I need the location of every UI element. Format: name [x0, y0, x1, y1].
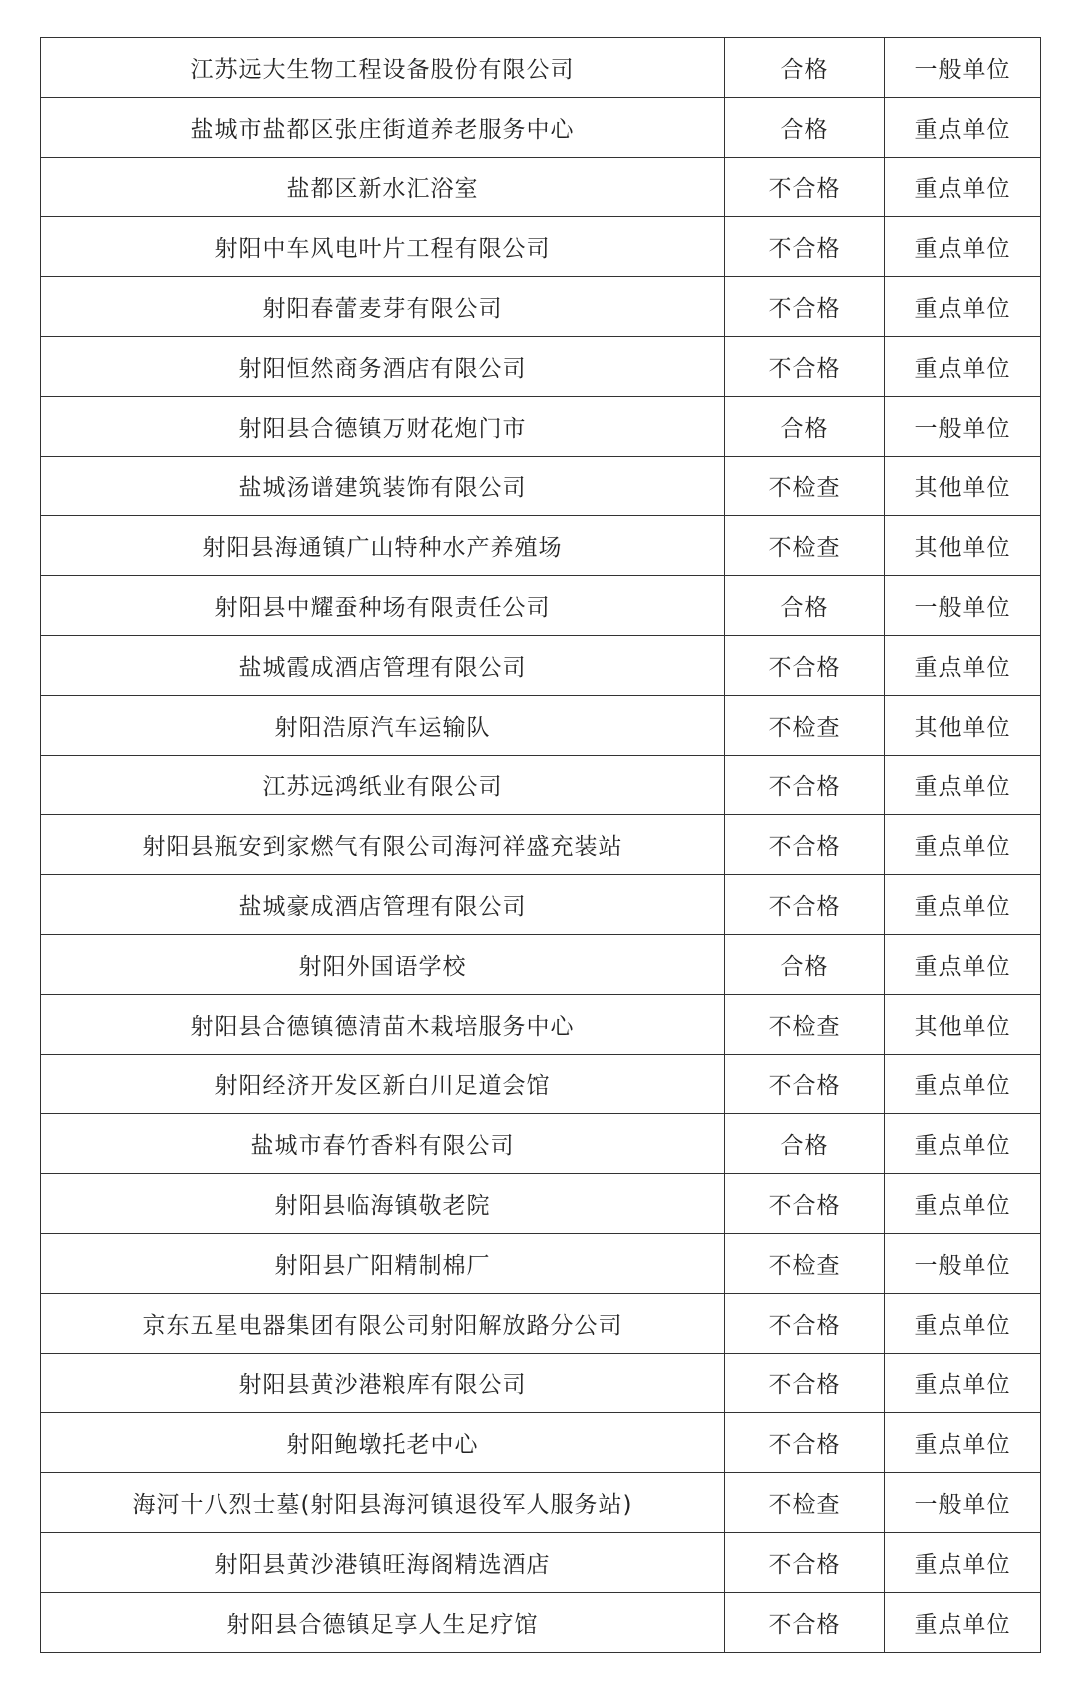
unit-name-cell: 射阳浩原汽车运输队 [41, 695, 725, 755]
unit-name-cell: 江苏远大生物工程设备股份有限公司 [41, 38, 725, 98]
unit-level-cell: 重点单位 [885, 217, 1041, 277]
unit-name-cell: 射阳县中耀蚕种场有限责任公司 [41, 576, 725, 636]
unit-name-cell: 射阳县合德镇万财花炮门市 [41, 396, 725, 456]
table-row [41, 38, 1041, 98]
table-row [41, 875, 1041, 935]
table-row [41, 1353, 1041, 1413]
unit-name-cell: 射阳县广阳精制棉厂 [41, 1233, 725, 1293]
table-row [41, 1532, 1041, 1592]
unit-name-cell: 射阳经济开发区新白川足道会馆 [41, 1054, 725, 1114]
inspection-results-table [40, 37, 1041, 1653]
unit-name-cell: 京东五星电器集团有限公司射阳解放路分公司 [41, 1293, 725, 1353]
unit-level-cell: 一般单位 [885, 396, 1041, 456]
table-row [41, 576, 1041, 636]
unit-level-cell: 其他单位 [885, 994, 1041, 1054]
table-row [41, 1473, 1041, 1533]
unit-name-cell: 盐城霞成酒店管理有限公司 [41, 635, 725, 695]
inspection-result-cell: 不合格 [725, 336, 885, 396]
unit-name-cell: 射阳县黄沙港镇旺海阁精选酒店 [41, 1532, 725, 1592]
unit-level-cell: 重点单位 [885, 277, 1041, 337]
unit-level-cell: 重点单位 [885, 934, 1041, 994]
unit-name-cell: 海河十八烈士墓(射阳县海河镇退役军人服务站) [41, 1473, 725, 1533]
unit-name-cell: 盐城市盐都区张庄街道养老服务中心 [41, 97, 725, 157]
unit-level-cell: 重点单位 [885, 1293, 1041, 1353]
inspection-result-cell: 合格 [725, 934, 885, 994]
unit-name-cell: 射阳县合德镇德清苗木栽培服务中心 [41, 994, 725, 1054]
unit-level-cell: 重点单位 [885, 755, 1041, 815]
unit-level-cell: 重点单位 [885, 1532, 1041, 1592]
unit-level-cell: 重点单位 [885, 1174, 1041, 1234]
table-row [41, 755, 1041, 815]
unit-level-cell: 一般单位 [885, 576, 1041, 636]
inspection-result-cell: 不检查 [725, 456, 885, 516]
inspection-result-cell: 合格 [725, 38, 885, 98]
unit-level-cell: 重点单位 [885, 97, 1041, 157]
unit-name-cell: 射阳县海通镇广山特种水产养殖场 [41, 516, 725, 576]
table-row [41, 1114, 1041, 1174]
unit-level-cell: 重点单位 [885, 815, 1041, 875]
unit-name-cell: 射阳县瓶安到家燃气有限公司海河祥盛充装站 [41, 815, 725, 875]
table-row [41, 277, 1041, 337]
inspection-result-cell: 不合格 [725, 1293, 885, 1353]
inspection-result-cell: 不合格 [725, 1174, 885, 1234]
table-row [41, 336, 1041, 396]
inspection-result-cell: 不合格 [725, 1413, 885, 1473]
table-body [41, 38, 1041, 1653]
inspection-result-cell: 不合格 [725, 815, 885, 875]
inspection-result-cell: 不合格 [725, 1592, 885, 1652]
table-row [41, 815, 1041, 875]
inspection-result-cell: 不合格 [725, 1532, 885, 1592]
inspection-result-cell: 不检查 [725, 994, 885, 1054]
unit-level-cell: 一般单位 [885, 38, 1041, 98]
unit-name-cell: 射阳县临海镇敬老院 [41, 1174, 725, 1234]
unit-level-cell: 重点单位 [885, 1592, 1041, 1652]
inspection-result-cell: 合格 [725, 97, 885, 157]
unit-name-cell: 盐城豪成酒店管理有限公司 [41, 875, 725, 935]
unit-level-cell: 重点单位 [885, 1353, 1041, 1413]
inspection-result-cell: 不检查 [725, 1473, 885, 1533]
table-row [41, 217, 1041, 277]
inspection-result-cell: 不合格 [725, 875, 885, 935]
inspection-result-cell: 不检查 [725, 695, 885, 755]
inspection-result-cell: 不检查 [725, 516, 885, 576]
inspection-result-cell: 合格 [725, 576, 885, 636]
unit-level-cell: 重点单位 [885, 875, 1041, 935]
table-row [41, 1174, 1041, 1234]
inspection-result-cell: 不合格 [725, 635, 885, 695]
unit-name-cell: 江苏远鸿纸业有限公司 [41, 755, 725, 815]
inspection-result-cell: 不合格 [725, 217, 885, 277]
table-row [41, 456, 1041, 516]
unit-level-cell: 重点单位 [885, 157, 1041, 217]
unit-name-cell: 射阳中车风电叶片工程有限公司 [41, 217, 725, 277]
inspection-result-cell: 不合格 [725, 277, 885, 337]
table-row [41, 1592, 1041, 1652]
table-row [41, 934, 1041, 994]
inspection-result-cell: 不合格 [725, 1054, 885, 1114]
inspection-result-cell: 合格 [725, 1114, 885, 1174]
unit-name-cell: 射阳恒然商务酒店有限公司 [41, 336, 725, 396]
unit-name-cell: 盐都区新水汇浴室 [41, 157, 725, 217]
inspection-result-cell: 不合格 [725, 157, 885, 217]
table-row [41, 1293, 1041, 1353]
table-row [41, 396, 1041, 456]
unit-level-cell: 重点单位 [885, 1413, 1041, 1473]
unit-name-cell: 射阳县黄沙港粮库有限公司 [41, 1353, 725, 1413]
unit-name-cell: 射阳春蕾麦芽有限公司 [41, 277, 725, 337]
unit-name-cell: 盐城汤谱建筑装饰有限公司 [41, 456, 725, 516]
unit-level-cell: 重点单位 [885, 1114, 1041, 1174]
unit-name-cell: 射阳县合德镇足享人生足疗馆 [41, 1592, 725, 1652]
inspection-result-cell: 合格 [725, 396, 885, 456]
unit-level-cell: 其他单位 [885, 456, 1041, 516]
table-row [41, 695, 1041, 755]
unit-level-cell: 重点单位 [885, 336, 1041, 396]
unit-name-cell: 射阳外国语学校 [41, 934, 725, 994]
table-row [41, 635, 1041, 695]
table-row [41, 97, 1041, 157]
inspection-result-cell: 不合格 [725, 755, 885, 815]
unit-level-cell: 一般单位 [885, 1233, 1041, 1293]
table-row [41, 1054, 1041, 1114]
table-row [41, 157, 1041, 217]
unit-name-cell: 射阳鲍墩托老中心 [41, 1413, 725, 1473]
inspection-result-cell: 不合格 [725, 1353, 885, 1413]
inspection-result-cell: 不检查 [725, 1233, 885, 1293]
table-row [41, 1413, 1041, 1473]
table-row [41, 994, 1041, 1054]
unit-level-cell: 一般单位 [885, 1473, 1041, 1533]
table-row [41, 516, 1041, 576]
unit-level-cell: 其他单位 [885, 516, 1041, 576]
unit-level-cell: 重点单位 [885, 1054, 1041, 1114]
unit-name-cell: 盐城市春竹香料有限公司 [41, 1114, 725, 1174]
unit-level-cell: 重点单位 [885, 635, 1041, 695]
unit-level-cell: 其他单位 [885, 695, 1041, 755]
inspection-table-container [40, 37, 1040, 1653]
table-row [41, 1233, 1041, 1293]
